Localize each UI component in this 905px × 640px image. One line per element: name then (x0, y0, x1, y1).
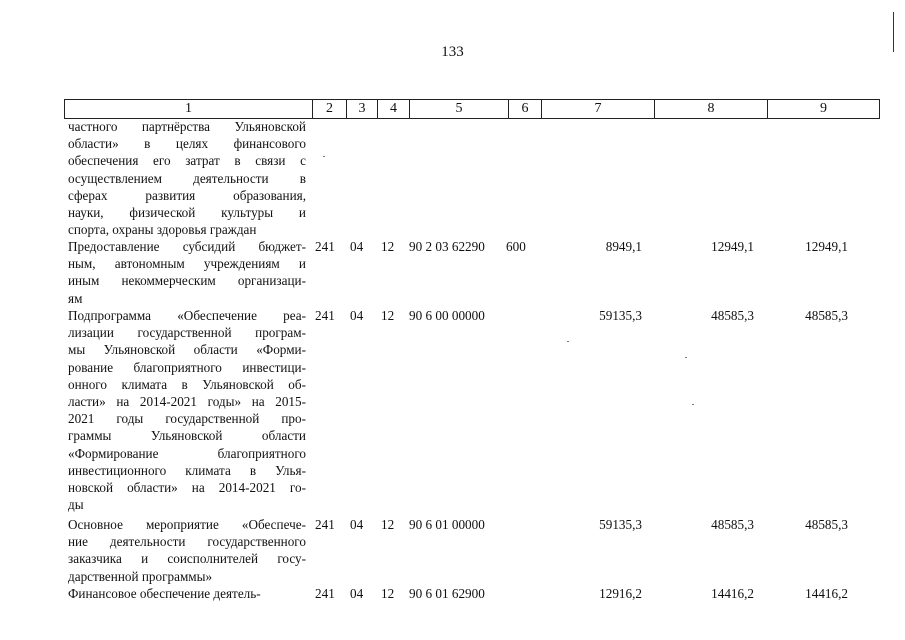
row-name-line: сферах развития образования, (68, 187, 306, 203)
row-name-line: осуществлением деятельности в (68, 170, 306, 186)
header-cell-9: 9 (820, 101, 827, 116)
cell-c7: 12916,2 (599, 586, 642, 601)
cell-c2: 241 (315, 517, 335, 532)
cell-c4: 12 (381, 308, 395, 323)
row-name-line: спорта, охраны здоровья граждан (68, 222, 257, 238)
cell-c4: 12 (381, 517, 395, 532)
cell-c4: 12 (381, 239, 395, 254)
row-name (68, 307, 306, 513)
cell-c9: 48585,3 (805, 517, 848, 532)
header-cell-1: 1 (65, 100, 313, 118)
scan-speck (685, 357, 687, 358)
cell-c3: 04 (350, 308, 364, 323)
row-name-line: частного партнёрства Ульяновской (68, 119, 306, 134)
cell-c9: 14416,2 (805, 586, 848, 601)
table-header (64, 99, 880, 119)
row-name-line: ды (68, 497, 84, 513)
cell-c5: 90 2 03 62290 (409, 239, 485, 254)
cell-c9: 12949,1 (805, 239, 848, 254)
row-name-line: рование благоприятного инвестици- (68, 359, 306, 375)
scan-speck (323, 156, 325, 157)
row-name-line: дарственной программы» (68, 568, 213, 584)
row-name (68, 516, 306, 585)
header-cell-8: 8 (655, 100, 768, 118)
cell-c6: 600 (506, 239, 526, 254)
row-name (68, 238, 306, 307)
cell-c5: 90 6 01 00000 (409, 517, 485, 532)
header-cell-2: 2 (313, 100, 347, 118)
row-name-line: Подпрограмма «Обеспечение реа- (68, 308, 306, 323)
cell-c8: 12949,1 (711, 239, 754, 254)
scan-speck (567, 341, 569, 342)
cell-c7: 8949,1 (605, 239, 642, 254)
row-name-line: инвестиционного климата в Улья- (68, 462, 306, 478)
cell-c9: 48585,3 (805, 308, 848, 323)
header-cell-7: 7 (542, 100, 655, 118)
header-cell-4: 4 (378, 100, 410, 118)
scan-speck (692, 404, 694, 405)
cell-c3: 04 (350, 239, 364, 254)
cell-c8: 48585,3 (711, 308, 754, 323)
row-name-line: Предоставление субсидий бюджет- (68, 239, 306, 254)
row-name-line: заказчика и соисполнителей госу- (68, 551, 306, 567)
row-name-line: ям (68, 290, 83, 306)
cell-c2: 241 (315, 586, 335, 601)
cell-c2: 241 (315, 308, 335, 323)
row-name-line: ным, автономным учреждениям и (68, 256, 306, 272)
row-name-line: лизации государственной програм- (68, 325, 306, 341)
row-name-line: обеспечения его затрат в связи с (68, 153, 306, 169)
cell-c7: 59135,3 (599, 308, 642, 323)
cell-c2: 241 (315, 239, 335, 254)
cell-c7: 59135,3 (599, 517, 642, 532)
row-name-line: ласти» на 2014-2021 годы» на 2015- (68, 394, 306, 410)
header-cell-5: 5 (410, 100, 509, 118)
cell-c5: 90 6 01 62900 (409, 586, 485, 601)
row-name-line: иным некоммерческим организаци- (68, 273, 306, 289)
row-name-line: ние деятельности государственного (68, 534, 306, 550)
row-name-line: новской области» на 2014-2021 го- (68, 480, 306, 496)
row-name-line: Финансовое обеспечение деятель- (68, 586, 261, 601)
header-cell-3: 3 (347, 100, 378, 118)
cell-c5: 90 6 00 00000 (409, 308, 485, 323)
page-number: 133 (441, 44, 464, 60)
row-name-line: граммы Ульяновской области (68, 428, 306, 444)
row-name-line: 2021 годы государственной про- (68, 411, 306, 427)
row-name-line: Основное мероприятие «Обеспече- (68, 517, 306, 532)
cell-c3: 04 (350, 517, 364, 532)
cell-c3: 04 (350, 586, 364, 601)
row-name (68, 118, 306, 238)
header-cell-6: 6 (509, 100, 542, 118)
row-name-line: онного климата в Ульяновской об- (68, 376, 306, 392)
cell-c8: 14416,2 (711, 586, 754, 601)
cell-c4: 12 (381, 586, 395, 601)
row-name-line: науки, физической культуры и (68, 205, 306, 221)
row-name-line: «Формирование благоприятного (68, 445, 306, 461)
row-name (68, 585, 306, 602)
row-name-line: мы Ульяновской области «Форми- (68, 342, 306, 358)
cell-c8: 48585,3 (711, 517, 754, 532)
row-name-line: области» в целях финансового (68, 136, 306, 152)
